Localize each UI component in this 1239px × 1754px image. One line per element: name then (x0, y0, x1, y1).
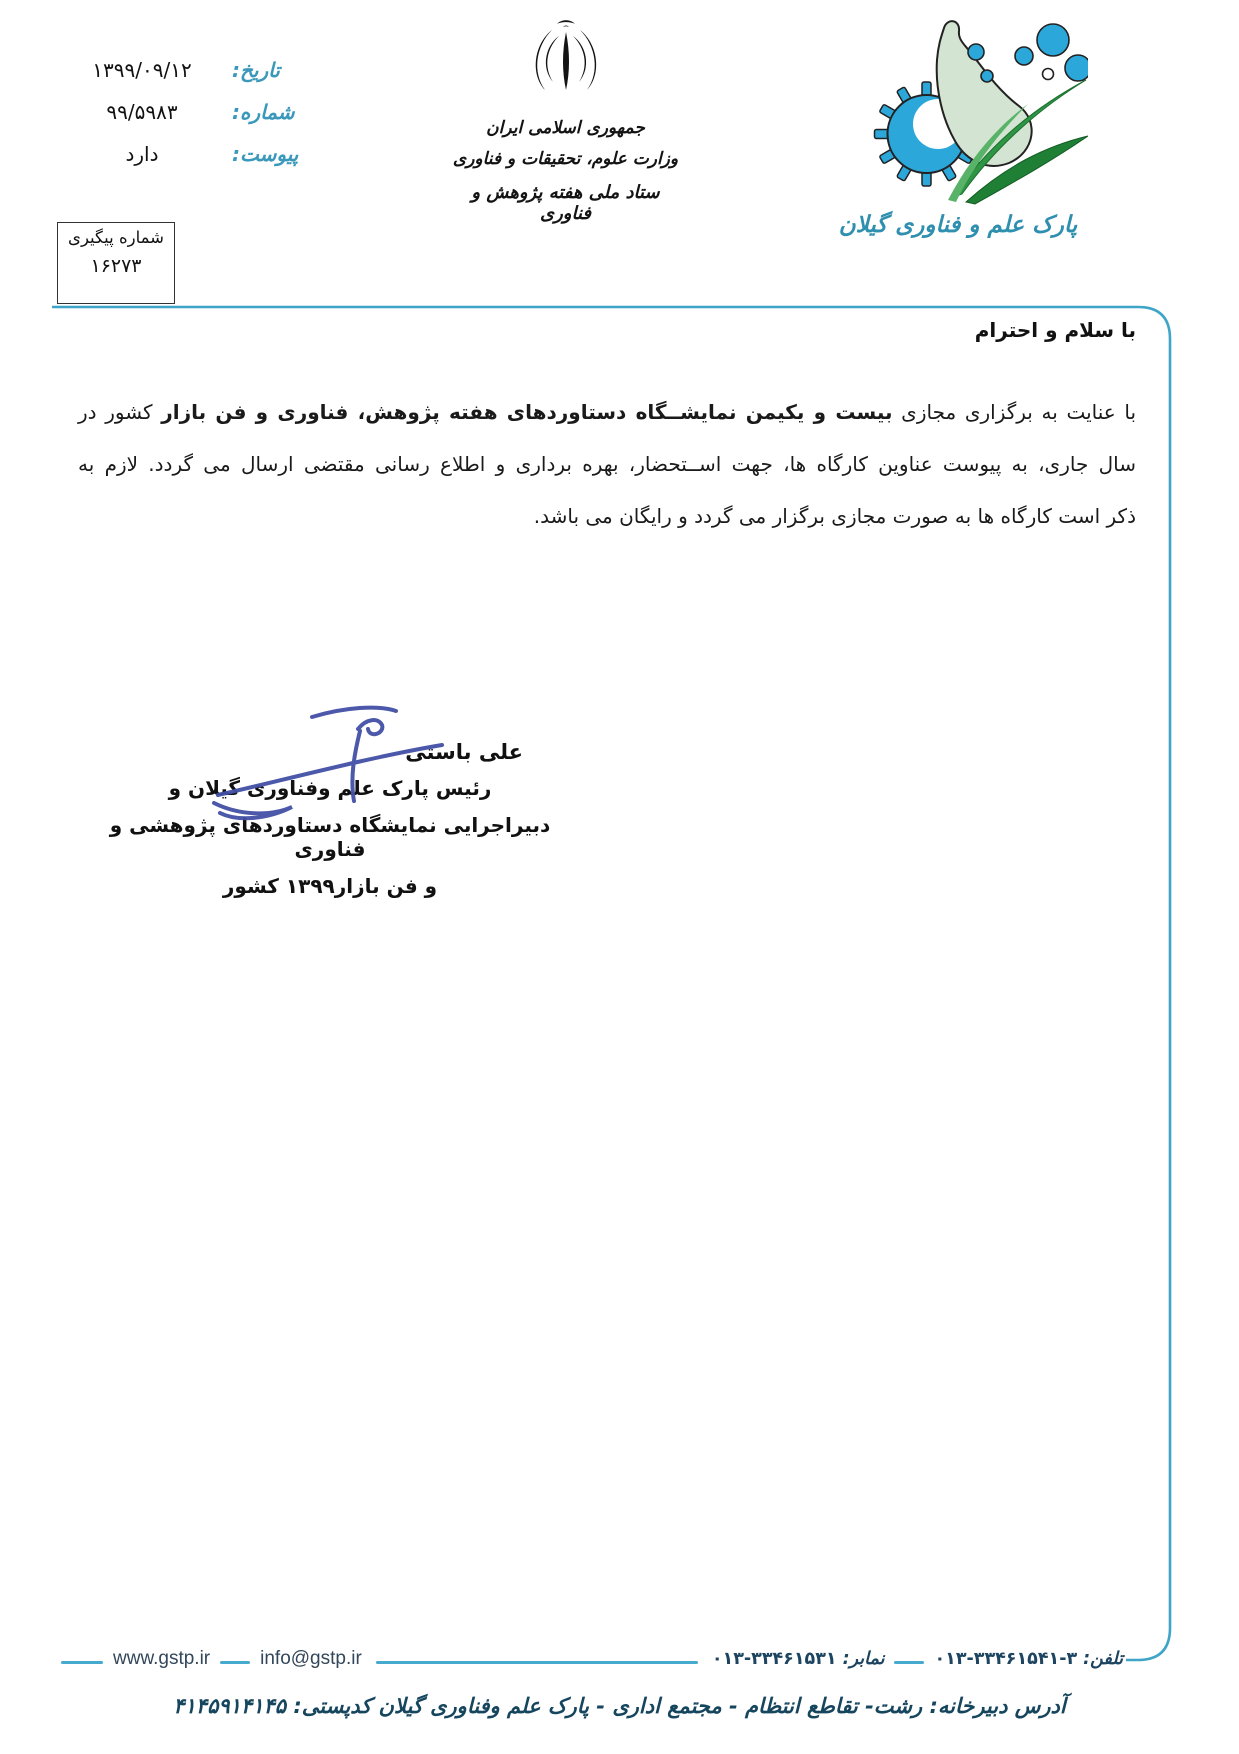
park-logo-caption: پارک علم و فناوری گیلان (838, 212, 1078, 238)
gstp-logo-icon (848, 12, 1088, 208)
footer-divider-2 (376, 1661, 698, 1664)
paragraph-line-3: ذکر است کارگاه ها به صورت مجازی برگزار می گردد و رایگان می باشد. (533, 504, 1136, 528)
greeting: با سلام و احترام (974, 318, 1136, 342)
signature-scribble-icon (200, 695, 470, 830)
park-logo-block (828, 12, 1088, 238)
paragraph-line1-bold: بیست و یکیمن نمایشــگاه دستاوردهای هفته پژوهش، فناوری و فن بازار (161, 400, 893, 424)
footer-divider-4 (61, 1661, 103, 1664)
signature-block (95, 740, 565, 911)
footer-contacts (55, 1641, 1123, 1677)
iran-emblem-icon (530, 18, 602, 110)
number-value: ۹۹/۵۹۸۳ (106, 100, 178, 124)
org-line-headquarters: ستاد ملی هفته پژوهش و فناوری (471, 182, 660, 224)
phone-value: ۰۱۳-۳۳۴۶۱۵۴۱-۳ (934, 1649, 1078, 1669)
fax-label: نمابر: (842, 1649, 885, 1669)
signatory-name: علی باستی (405, 740, 523, 764)
fax (712, 1649, 885, 1669)
paragraph-line-1 (78, 386, 1136, 438)
meta-row-number (52, 100, 312, 124)
signatory-title-3: و فن بازار۱۳۹۹ کشور (222, 874, 438, 898)
number-label: شماره: (232, 100, 295, 124)
footer-address: آدرس دبیرخانه: رشت- تقاطع انتظام - مجتمع اداری - پارک علم وفناوری گیلان کدپستی: ۴۱۴۵۹۱۴۱۴۵ (173, 1694, 1066, 1718)
meta-row-attachment (52, 142, 312, 166)
phone (934, 1649, 1123, 1669)
meta-row-date (52, 58, 312, 82)
paragraph-line1-end: کشور در (78, 400, 162, 424)
footer-divider-1 (894, 1661, 924, 1664)
date-label: تاریخ: (232, 58, 280, 82)
footer-divider-3 (220, 1661, 250, 1664)
phone-label: تلفن: (1083, 1649, 1123, 1669)
signatory-title-1: رئیس پارک علم وفناوری گیلان و (168, 776, 492, 800)
tracking-number-box (57, 222, 175, 304)
signatory-title-2: دبیراجرایی نمایشگاه دستاوردهای پژوهشی و فناوری (109, 813, 551, 861)
letter-meta (52, 58, 312, 184)
letter-paragraph (78, 386, 1136, 542)
ministry-header (448, 18, 683, 224)
paragraph-line1-normal: با عنایت به برگزاری مجازی (892, 400, 1137, 424)
letter-content (78, 318, 1136, 542)
website[interactable]: www.gstp.ir (113, 1648, 211, 1669)
email[interactable]: info@gstp.ir (260, 1648, 362, 1669)
attachment-value: دارد (125, 142, 159, 166)
attachment-label: پیوست: (232, 142, 299, 166)
org-line-ministry: وزارت علوم، تحقیقات و فناوری (452, 149, 679, 169)
date-value: ۱۳۹۹/۰۹/۱۲ (92, 58, 192, 82)
fax-value: ۰۱۳-۳۳۴۶۱۵۳۱ (711, 1649, 837, 1669)
paragraph-line-2: سال جاری، به پیوست عناوین کارگاه ها، جهت اســتحضار، بهره برداری و اطلاع رسانی مقتضی ارسال می گردد. لازم به (78, 452, 1136, 476)
tracking-value: ۱۶۲۷۳ (90, 255, 142, 277)
tracking-label: شماره پیگیری (68, 228, 164, 247)
org-line-country: جمهوری اسلامی ایران (486, 118, 645, 138)
